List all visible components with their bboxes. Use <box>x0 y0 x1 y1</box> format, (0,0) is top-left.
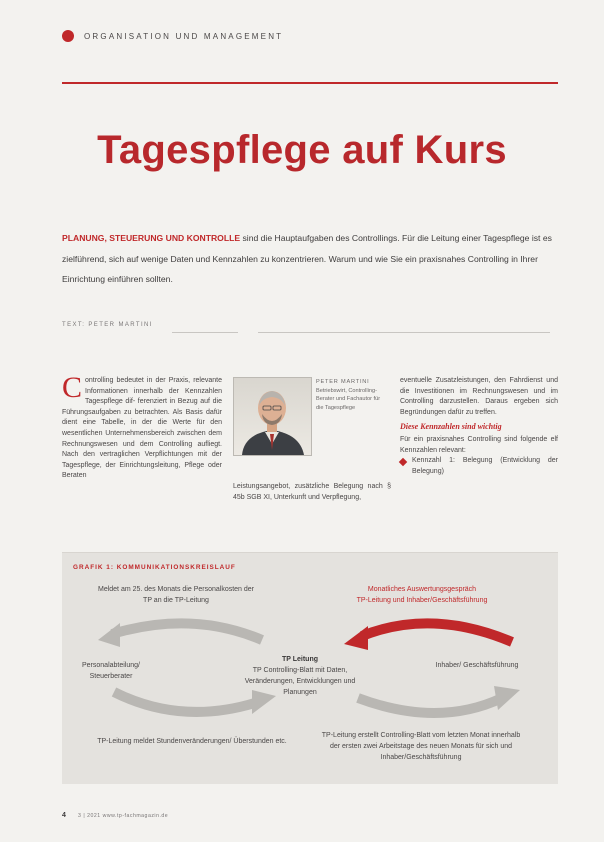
diagram-title: GRAFIK 1: KOMMUNIKATIONSKREISLAUF <box>73 564 236 571</box>
list-item-text: Kennzahl 1: Belegung (Entwicklung der Belegung) <box>412 457 558 475</box>
portrait-image <box>234 378 311 455</box>
node-top-left: Meldet am 25. des Monats die Personalkosten der TP an die TP-Leitung <box>97 586 255 604</box>
bullet-icon <box>399 458 407 466</box>
section-label: ORGANISATION UND MANAGEMENT <box>84 31 284 41</box>
node-center-text: TP Controlling-Blatt mit Daten, Veränderungen, Entwicklungen und Planungen <box>244 667 356 696</box>
node-left: Personalabteilung/ Steuerberater <box>82 662 140 680</box>
subheading: Diese Kennzahlen sind wichtig <box>400 422 502 432</box>
author-byline: TEXT: PETER MARTINI <box>62 322 153 328</box>
photo-caption <box>316 378 384 412</box>
header-divider <box>62 82 558 84</box>
article-title: Tagespflege auf Kurs <box>97 128 507 172</box>
author-photo <box>233 377 312 456</box>
lead-caps: PLANUNG, STEUERUNG UND KONTROLLE <box>62 233 241 243</box>
node-right: Inhaber/ Geschäftsführung <box>435 662 519 669</box>
section-header <box>62 30 283 42</box>
body-column-2: Leistungsangebot, zusätzliche Belegung nach § 45b SGB XI, Unterkunft und Verpflegung, <box>233 483 391 501</box>
byline-divider <box>258 332 550 333</box>
arrowhead-bottom-right <box>494 686 520 710</box>
column-text: Für ein praxisnahes Controlling sind folgende elf Kennzahlen relevant: <box>400 435 558 454</box>
lead-text: sind die Hauptaufgaben des Controllings. Für die Leitung einer Tagespflege ist es zielführend, sich auf wenige Daten und Kennzahlen zu konzentrieren. Warum und wie Sie ein praxisnahes Controlling in Ihrer Einrichtung einführen sollten. <box>62 233 552 284</box>
node-top-right-title: Monatliches Auswertungsgespräch <box>367 586 477 593</box>
page-number: 4 <box>62 812 66 819</box>
node-top-right-subtitle: TP-Leitung und Inhaber/Geschäftsführung <box>356 597 488 604</box>
column-text: eventuelle Zusatzleistungen, den Fahrdienst und die Investitionen im Rechnungswesen und im Controlling darzustellen. Daraus ergeben sich Begründungen dafür zu treffen. <box>400 377 558 416</box>
node-center <box>232 654 368 698</box>
section-bullet-icon <box>62 30 74 42</box>
column-text: ontrolling bedeutet in der Praxis, relevante Informationen innerhalb der Kennzahlen Tagespflege dif- ferenziert in Bezug auf die Führungsaufgaben zu betrachten. Als Basis dafür dient eine Tabelle, in der die Werte für den wesentlichen Unternehmensbereich zwischen dem Rechnungswesen und dem Controlling aufliegt. Nach den vertraglichen Verpflichtungen mit der Tagespflege, der Einrichtungsleitung, Pflege oder Beraten <box>62 377 222 480</box>
caption-text: Betriebswirt, Controlling-Berater und Fachautor für die Tagespflege <box>316 387 381 411</box>
article-lead <box>62 228 562 290</box>
body-column-1 <box>62 371 222 482</box>
arrow-top-left <box>112 623 262 640</box>
arrowhead-top-left <box>98 623 120 647</box>
arrow-bottom-right <box>358 698 502 713</box>
list-item <box>400 456 558 477</box>
node-bottom-left: TP-Leitung meldet Stundenveränderungen/ Überstunden etc. <box>97 738 287 745</box>
caption-name: PETER MARTINI <box>316 379 370 385</box>
byline-divider <box>172 332 238 333</box>
node-top-right <box>322 584 522 606</box>
drop-cap: C <box>62 371 83 404</box>
arrowhead-top-right <box>344 626 368 650</box>
node-center-title: TP Leitung <box>281 656 319 663</box>
footer-text: 3 | 2021 www.tp-fachmagazin.de <box>78 813 169 819</box>
node-bottom-right: TP-Leitung erstellt Controlling-Blatt vom letzten Monat innerhalb der ersten zwei Arbeitstage des neuen Monats für sich und Inhaber/Geschäftsführung <box>321 732 521 761</box>
arrow-top-right <box>362 623 512 642</box>
body-column-3 <box>400 376 558 477</box>
